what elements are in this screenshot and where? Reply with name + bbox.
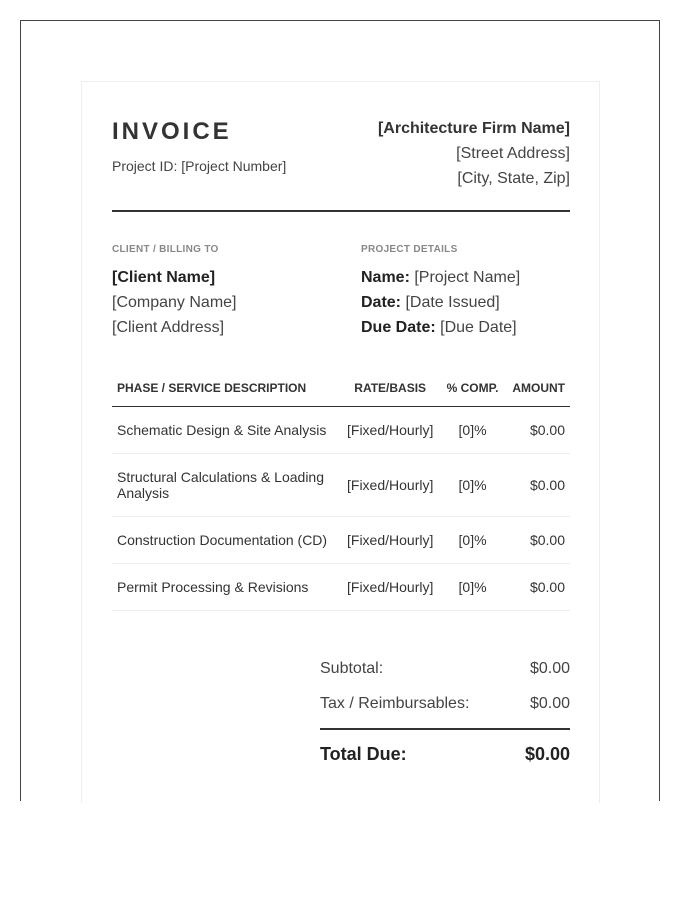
client-company: [Company Name] xyxy=(112,294,237,311)
project-due-line xyxy=(361,315,520,340)
project-due-key: Due Date: xyxy=(361,319,436,336)
client-section-label: CLIENT / BILLING TO xyxy=(112,244,219,255)
row-description: Permit Processing & Revisions xyxy=(112,564,340,611)
table-header-row xyxy=(112,370,570,407)
client-billing-block xyxy=(112,244,237,340)
row-completion: [0]% xyxy=(440,517,504,564)
invoice-header xyxy=(112,112,570,212)
subtotal-row xyxy=(320,652,570,687)
row-amount: $0.00 xyxy=(505,564,570,611)
firm-address-block xyxy=(378,116,570,191)
row-amount: $0.00 xyxy=(505,407,570,454)
row-amount: $0.00 xyxy=(505,517,570,564)
row-rate: [Fixed/Hourly] xyxy=(340,517,440,564)
project-name-line xyxy=(361,265,520,290)
row-rate: [Fixed/Hourly] xyxy=(340,564,440,611)
client-address: [Client Address] xyxy=(112,319,225,336)
header-amount: AMOUNT xyxy=(505,370,570,407)
invoice-content xyxy=(112,112,570,764)
invoice-title: INVOICE xyxy=(112,118,232,145)
tax-row xyxy=(320,687,570,722)
client-name: [Client Name] xyxy=(112,269,216,286)
subtotal-label: Subtotal: xyxy=(320,660,384,677)
project-id: Project ID: [Project Number] xyxy=(112,158,287,174)
header-completion: % COMP. xyxy=(440,370,504,407)
services-table xyxy=(112,370,570,611)
totals-block xyxy=(320,652,570,770)
total-due-label: Total Due: xyxy=(320,744,407,764)
table-row xyxy=(112,517,570,564)
table-row xyxy=(112,564,570,611)
row-description: Structural Calculations & Loading Analysis xyxy=(112,454,340,517)
row-rate: [Fixed/Hourly] xyxy=(340,454,440,517)
header-rate: RATE/BASIS xyxy=(340,370,440,407)
firm-name: [Architecture Firm Name] xyxy=(377,120,570,137)
row-description: Construction Documentation (CD) xyxy=(112,517,340,564)
invoice-details xyxy=(112,244,570,344)
project-details-block xyxy=(361,244,520,340)
row-completion: [0]% xyxy=(440,407,504,454)
firm-city: [City, State, Zip] xyxy=(457,170,570,187)
project-date-key: Date: xyxy=(361,294,402,311)
table-row xyxy=(112,454,570,517)
header-description: PHASE / SERVICE DESCRIPTION xyxy=(112,370,340,407)
row-completion: [0]% xyxy=(440,454,504,517)
project-section-label: PROJECT DETAILS xyxy=(361,244,458,255)
tax-label: Tax / Reimbursables: xyxy=(320,695,470,712)
project-date-value: [Date Issued] xyxy=(401,294,500,311)
row-completion: [0]% xyxy=(440,564,504,611)
project-name-value: [Project Name] xyxy=(409,269,521,286)
total-due-row xyxy=(320,730,570,770)
tax-value: $0.00 xyxy=(529,695,570,712)
total-due-value: $0.00 xyxy=(524,744,570,764)
subtotal-value: $0.00 xyxy=(529,660,570,677)
project-name-key: Name: xyxy=(361,269,410,286)
row-description: Schematic Design & Site Analysis xyxy=(112,407,340,454)
table-row xyxy=(112,407,570,454)
row-amount: $0.00 xyxy=(505,454,570,517)
project-due-value: [Due Date] xyxy=(435,319,517,336)
row-rate: [Fixed/Hourly] xyxy=(340,407,440,454)
project-date-line xyxy=(361,290,520,315)
firm-street: [Street Address] xyxy=(456,145,570,162)
